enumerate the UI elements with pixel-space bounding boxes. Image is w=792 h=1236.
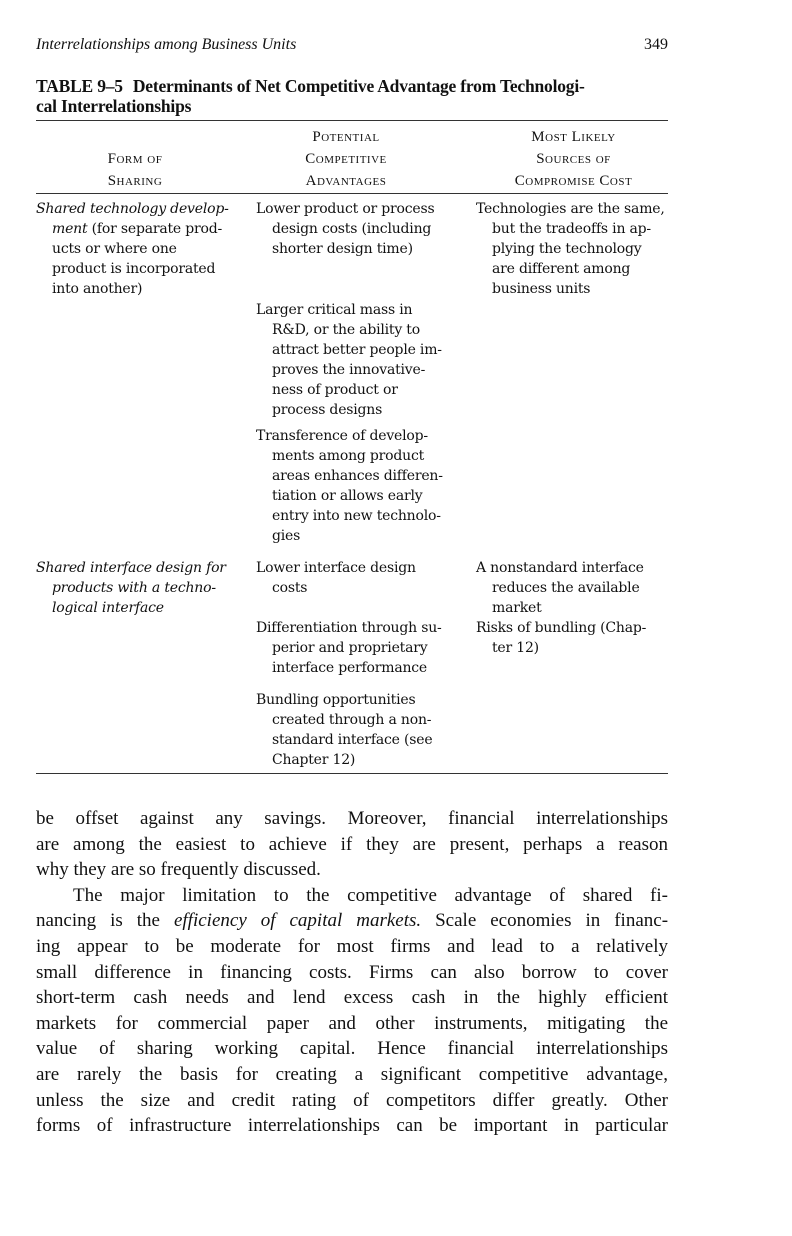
cell-line: are different among bbox=[492, 261, 631, 277]
row2-advantage-1 bbox=[256, 558, 416, 598]
cell-line: A nonstandard interface bbox=[476, 560, 644, 576]
cell-line: proves the innovative- bbox=[272, 362, 426, 378]
row2-compromise-cost-2 bbox=[476, 618, 646, 658]
page-number: 349 bbox=[644, 36, 668, 53]
body-line: forms of infrastructure interrelationships can be important in particular bbox=[36, 1115, 668, 1137]
cell-italic: ment bbox=[52, 221, 88, 237]
header-potential-advantages bbox=[256, 126, 436, 192]
table-bottom-rule bbox=[36, 773, 668, 774]
body-text bbox=[36, 806, 668, 1139]
row1-form-of-sharing bbox=[36, 199, 229, 299]
table-header-rule bbox=[36, 193, 668, 194]
cell-line: market bbox=[492, 600, 542, 616]
body-line: are among the easiest to achieve if they are present, perhaps a reason bbox=[36, 833, 668, 855]
table-top-rule bbox=[36, 120, 668, 121]
cell-line: Larger critical mass in bbox=[256, 302, 413, 318]
cell-line: shorter design time) bbox=[272, 241, 413, 257]
body-line: unless the size and credit rating of competitors differ greatly. Other bbox=[36, 1089, 668, 1111]
cell-line: Lower product or process bbox=[256, 201, 435, 217]
cell-line: tiation or allows early bbox=[272, 488, 423, 504]
cell-line: Chapter 12) bbox=[272, 752, 356, 768]
cell-line: design costs (including bbox=[272, 221, 432, 237]
table-title-line-1: Determinants of Net Competitive Advantage from Technologi- bbox=[132, 76, 585, 96]
cell-line: Differentiation through su- bbox=[256, 620, 442, 636]
cell-line: plying the technology bbox=[492, 241, 642, 257]
body-line: The major limitation to the competitive advantage of shared fi- bbox=[73, 884, 668, 906]
row1-advantage-3 bbox=[256, 426, 443, 546]
table-caption bbox=[36, 76, 676, 116]
cell-line: products with a techno- bbox=[52, 580, 216, 596]
cell-line: Shared technology develop- bbox=[36, 201, 229, 217]
cell-line: Technologies are the same, bbox=[476, 201, 665, 217]
body-text-span: Scale economies in financ- bbox=[421, 910, 669, 932]
row2-form-of-sharing bbox=[36, 558, 226, 618]
body-line: why they are so frequently discussed. bbox=[36, 859, 321, 881]
body-emphasis: efficiency of capital markets. bbox=[173, 910, 422, 932]
body-line: small difference in financing costs. Firms can also borrow to cover bbox=[36, 961, 668, 983]
cell-line: reduces the available bbox=[492, 580, 640, 596]
row2-compromise-cost-1 bbox=[476, 558, 644, 618]
cell-line: areas enhances differen- bbox=[272, 468, 443, 484]
cell-line: process designs bbox=[272, 402, 383, 418]
body-line: be offset against any savings. Moreover, financial interrelationships bbox=[36, 808, 668, 829]
header-compromise-cost bbox=[476, 126, 671, 192]
row1-advantage-1 bbox=[256, 199, 434, 259]
body-line: are rarely the basis for creating a significant competitive advantage, bbox=[36, 1063, 668, 1085]
cell-line: Bundling opportunities bbox=[256, 692, 416, 708]
header-line: Advantages bbox=[305, 173, 387, 189]
cell-line: gies bbox=[272, 528, 301, 544]
header-line: Potential bbox=[312, 129, 380, 145]
header-line: Most Likely bbox=[531, 129, 616, 145]
body-text-span: nancing is the bbox=[36, 910, 174, 932]
table-title-line-2: cal Interrelationships bbox=[36, 96, 192, 116]
cell-line: Lower interface design bbox=[256, 560, 416, 576]
cell-line: logical interface bbox=[52, 600, 164, 616]
header-line: Form of bbox=[107, 151, 163, 167]
header-line: Competitive bbox=[305, 151, 387, 167]
header-form-of-sharing bbox=[60, 148, 210, 192]
running-head-title: Interrelationships among Business Units bbox=[36, 36, 297, 53]
cell-text: (for separate prod- bbox=[87, 221, 223, 237]
row1-advantage-2 bbox=[256, 300, 442, 420]
header-line: Compromise Cost bbox=[514, 173, 633, 189]
running-head bbox=[36, 36, 668, 58]
row2-advantage-3 bbox=[256, 690, 432, 770]
header-line: Sources of bbox=[536, 151, 611, 167]
cell-line: into another) bbox=[52, 281, 143, 297]
cell-line: costs bbox=[272, 580, 308, 596]
cell-line: ments among product bbox=[272, 448, 425, 464]
row1-compromise-cost-1 bbox=[476, 199, 665, 299]
header-line: Sharing bbox=[107, 173, 163, 189]
cell-line: attract better people im- bbox=[272, 342, 442, 358]
cell-line: R&D, or the ability to bbox=[272, 322, 420, 338]
cell-line: but the tradeoffs in ap- bbox=[492, 221, 651, 237]
body-line: short-term cash needs and lend excess cash in the highly efficient bbox=[36, 987, 668, 1009]
table-label: TABLE 9–5 bbox=[36, 76, 123, 96]
cell-line: Transference of develop- bbox=[256, 428, 428, 444]
body-line: ing appear to be moderate for most firms and lead to a relatively bbox=[36, 935, 668, 957]
row2-advantage-2 bbox=[256, 618, 442, 678]
cell-line: created through a non- bbox=[272, 712, 432, 728]
cell-line: entry into new technolo- bbox=[272, 508, 441, 524]
cell-line: Risks of bundling (Chap- bbox=[476, 620, 647, 636]
cell-line: perior and proprietary bbox=[272, 640, 428, 656]
body-line: value of sharing working capital. Hence financial interrelationships bbox=[36, 1038, 668, 1060]
cell-line: ness of product or bbox=[272, 382, 398, 398]
cell-line: ter 12) bbox=[492, 640, 539, 656]
body-line: markets for commercial paper and other instruments, mitigating the bbox=[36, 1012, 668, 1034]
cell-line: product is incorporated bbox=[52, 261, 216, 277]
cell-line: standard interface (see bbox=[272, 732, 433, 748]
cell-line: ucts or where one bbox=[52, 241, 177, 257]
cell-line: interface performance bbox=[272, 660, 428, 676]
cell-line: business units bbox=[492, 281, 591, 297]
cell-line: Shared interface design for bbox=[36, 560, 226, 576]
